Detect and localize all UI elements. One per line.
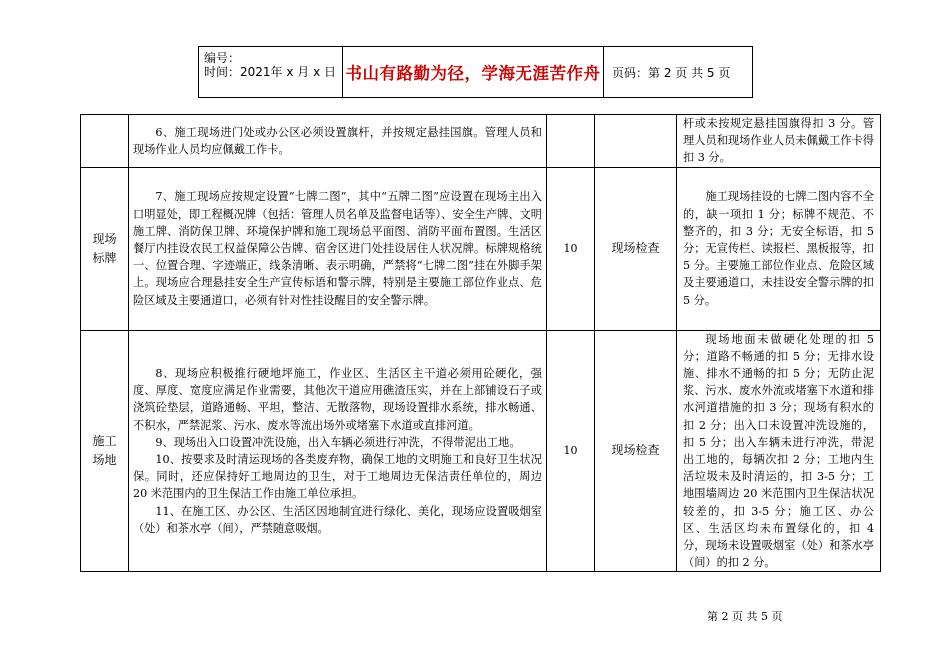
deduction-cell (677, 330, 881, 572)
score-cell: 10 (547, 167, 595, 330)
method-cell: 现场检查 (595, 167, 677, 330)
header-page-label: 页码：第 2 页 共 5 页 (612, 65, 731, 80)
item-label-line: 标牌 (92, 250, 117, 265)
deduction-text: 杆或未按规定悬挂国旗得扣 3 分。管理人员和现场作业人员未佩戴工作卡得扣 3 分。 (683, 117, 874, 165)
content-cell (129, 167, 547, 330)
deduction-cell (677, 115, 881, 168)
content-paragraph: 10、按要求及时清运现场的各类废弃物，确保工地的文明施工和良好卫生状况保。同时，还应保持好工地周边的卫生，对于工地周边无保洁责任单位的，周边 20 米范围内的卫生保洁工作由施工单位承担。 (133, 453, 542, 501)
deduction-text: 现场地面未做硬化处理的扣 5 分；道路不畅通的扣 5 分；无排水设施、排水不通畅的扣 5 分；无防止泥浆、污水、废水外流或堵塞下水道和排水河道措施的扣 3 分；现场有积水的扣 2 分；出入口未设置冲洗设施的，扣 5 分；出入车辆未进行冲洗，带泥出工地的，每辆次扣 2 分；工地内生活垃圾未及时清运的，扣 3-5 分；工地围墙周边 20 米范围内卫生保洁状况较差的，扣 3-5 分；施工区、办公区、生活区均未布置绿化的，扣 4 分，现场未设置吸烟室（处）和茶水亭（间）的扣 2 分。 (683, 332, 874, 570)
item-cell (81, 330, 129, 572)
deduction-text: 施工现场挂设的七牌二图内容不全的，缺一项扣 1 分；标牌不规范、不整齐的，扣 3 分；无安全标语，扣 5 分；无宣传栏、读报栏、黑板报等，扣 5 分。主要施工部位作业点、危险区域及主要通道口，未挂设安全警示牌的扣 5 分。 (683, 190, 874, 307)
header-motto: 书山有路勤为径，学海无涯苦作舟 (343, 47, 604, 97)
deduction-cell (677, 167, 881, 330)
item-label-line: 施工 (92, 434, 117, 449)
inspection-table (80, 114, 881, 572)
item-label-line: 现场 (92, 231, 117, 246)
content-cell (129, 330, 547, 572)
content-paragraph: 7、施工现场应按规定设置“七牌二图”，其中“五牌二图”应设置在现场主出入口明显处，即工程概况牌（包括：管理人员名单及监督电话等）、安全生产牌、文明施工牌、消防保卫牌、环境保护牌和施工现场总平面图、消防平面布置图。生活区餐厅内挂设农民工权益保障公告牌、宿舍区进门处挂设居住人状况牌。标牌规格统一、位置合理、字迹端正，线条清晰、表示明确，严禁将“七牌二图”挂在外脚手架上。现场应合理悬挂安全生产宣传标语和警示牌，特别是主要施工部位作业点、危险区域及主要通道口，必须有针对性挂设醒目的安全警示牌。 (133, 190, 542, 307)
content-paragraph: 9、现场出入口设置冲洗设施，出入车辆必须进行冲洗，不得带泥出工地。 (155, 435, 521, 449)
method-cell: 现场检查 (595, 330, 677, 572)
page-header (198, 46, 753, 98)
page-footer: 第 2 页 共 5 页 (707, 610, 783, 623)
score-cell (547, 115, 595, 168)
item-cell (81, 115, 129, 168)
table-row (81, 330, 881, 572)
method-cell (595, 115, 677, 168)
table-row (81, 115, 881, 168)
item-label-line: 场地 (92, 453, 117, 468)
content-paragraph: 11、在施工区、办公区、生活区因地制宜进行绿化、美化，现场应设置吸烟室（处）和茶水亭（间），严禁随意吸烟。 (133, 504, 542, 535)
item-cell (81, 167, 129, 330)
content-paragraph: 6、施工现场进门处或办公区必须设置旗杆，并按规定悬挂国旗。管理人员和现场作业人员均应佩戴工作卡。 (133, 125, 542, 156)
document-time-label: 时间：2021年 x 月 x 日 (204, 65, 337, 79)
content-cell (129, 115, 547, 168)
table-row (81, 167, 881, 330)
content-paragraph: 8、现场应积极推行硬地坪施工，作业区、生活区主干道必须用砼硬化，强度、厚度、宽度应满足作业需要，其他次干道应用礁渣压实，并在上部铺设石子或浇筑砼垫层，道路通畅、平坦，整洁、无散落物，现场设置排水系统，排水畅通、不积水，严禁泥浆、污水、废水等流出场外或堵塞下水道或直排河道。 (133, 367, 542, 432)
document-number-label: 编号： (204, 51, 241, 65)
score-cell: 10 (547, 330, 595, 572)
header-meta (199, 47, 343, 97)
